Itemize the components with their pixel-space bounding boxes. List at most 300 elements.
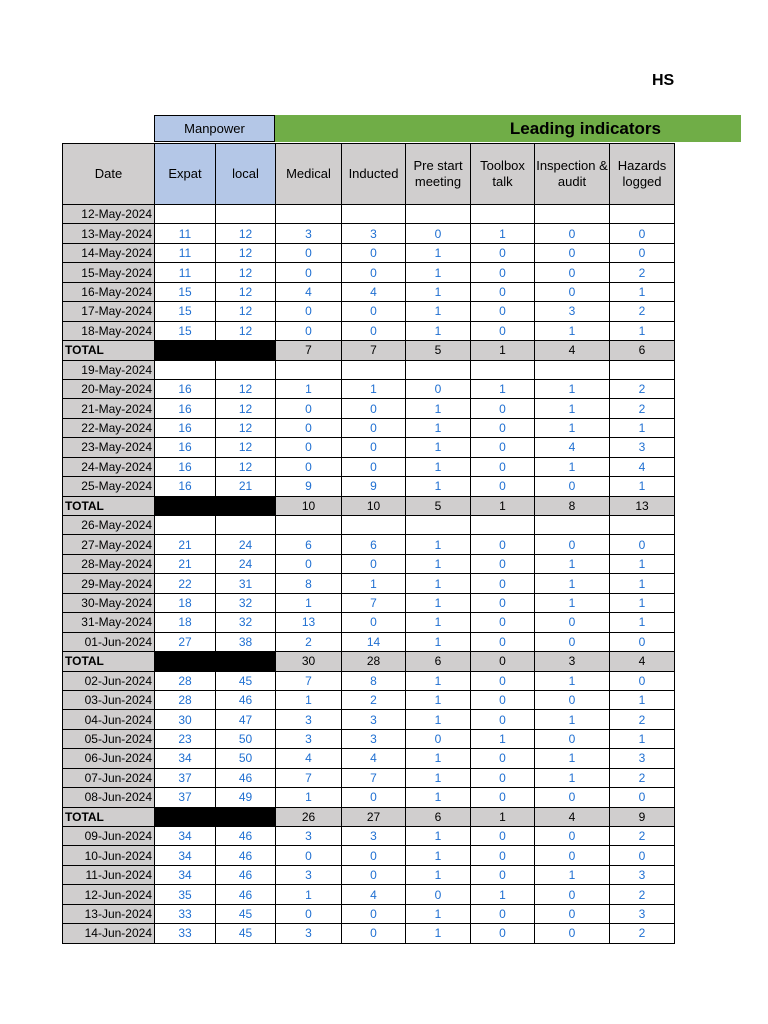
inducted-cell[interactable]: 0 xyxy=(342,399,406,418)
toolbox-talk-cell[interactable]: 0 xyxy=(471,865,535,884)
date-cell[interactable]: 22-May-2024 xyxy=(63,418,155,437)
date-cell[interactable]: 27-May-2024 xyxy=(63,535,155,554)
date-cell[interactable]: 30-May-2024 xyxy=(63,593,155,612)
hazards-logged-cell[interactable]: 13 xyxy=(610,496,675,515)
inducted-cell[interactable]: 27 xyxy=(342,807,406,826)
date-cell[interactable]: 12-May-2024 xyxy=(63,205,155,224)
local-cell[interactable]: 12 xyxy=(216,224,276,243)
local-cell[interactable]: 49 xyxy=(216,788,276,807)
inducted-cell[interactable]: 14 xyxy=(342,632,406,651)
pre-start-meeting-cell[interactable]: 1 xyxy=(406,710,471,729)
local-cell[interactable]: 46 xyxy=(216,865,276,884)
inspection-audit-cell[interactable]: 0 xyxy=(535,827,610,846)
toolbox-talk-cell[interactable] xyxy=(471,516,535,535)
medical-cell[interactable]: 0 xyxy=(276,263,342,282)
pre-start-meeting-cell[interactable]: 1 xyxy=(406,690,471,709)
toolbox-talk-cell[interactable]: 0 xyxy=(471,418,535,437)
expat-cell[interactable]: 16 xyxy=(155,418,216,437)
medical-cell[interactable]: 7 xyxy=(276,341,342,360)
hazards-logged-cell[interactable]: 2 xyxy=(610,924,675,943)
pre-start-meeting-cell[interactable]: 1 xyxy=(406,865,471,884)
inspection-audit-cell[interactable]: 3 xyxy=(535,302,610,321)
inducted-cell[interactable]: 6 xyxy=(342,535,406,554)
date-cell[interactable]: 02-Jun-2024 xyxy=(63,671,155,690)
pre-start-meeting-cell[interactable]: 1 xyxy=(406,438,471,457)
local-cell[interactable]: 12 xyxy=(216,379,276,398)
date-cell[interactable]: 18-May-2024 xyxy=(63,321,155,340)
date-cell[interactable]: 26-May-2024 xyxy=(63,516,155,535)
total-label[interactable]: TOTAL xyxy=(63,341,155,360)
hazards-logged-cell[interactable]: 1 xyxy=(610,477,675,496)
inducted-cell[interactable]: 1 xyxy=(342,574,406,593)
expat-cell[interactable] xyxy=(155,205,216,224)
hazards-logged-cell[interactable]: 1 xyxy=(610,282,675,301)
inspection-audit-cell[interactable]: 0 xyxy=(535,885,610,904)
hazards-logged-cell[interactable]: 2 xyxy=(610,399,675,418)
medical-cell[interactable]: 3 xyxy=(276,729,342,748)
hazards-logged-cell[interactable]: 2 xyxy=(610,768,675,787)
expat-cell[interactable]: 33 xyxy=(155,904,216,923)
date-cell[interactable]: 16-May-2024 xyxy=(63,282,155,301)
hazards-logged-cell[interactable]: 6 xyxy=(610,341,675,360)
date-cell[interactable]: 03-Jun-2024 xyxy=(63,690,155,709)
toolbox-talk-cell[interactable]: 0 xyxy=(471,477,535,496)
medical-cell[interactable] xyxy=(276,360,342,379)
hazards-logged-cell[interactable]: 2 xyxy=(610,827,675,846)
toolbox-talk-cell[interactable]: 0 xyxy=(471,827,535,846)
toolbox-talk-cell[interactable]: 1 xyxy=(471,885,535,904)
inspection-audit-cell[interactable]: 0 xyxy=(535,632,610,651)
inducted-cell[interactable]: 8 xyxy=(342,671,406,690)
expat-cell[interactable]: 34 xyxy=(155,865,216,884)
medical-cell[interactable]: 1 xyxy=(276,690,342,709)
inspection-audit-cell[interactable]: 4 xyxy=(535,341,610,360)
inspection-audit-cell[interactable]: 0 xyxy=(535,904,610,923)
expat-cell[interactable]: 28 xyxy=(155,671,216,690)
medical-cell[interactable]: 0 xyxy=(276,904,342,923)
inducted-cell[interactable]: 1 xyxy=(342,379,406,398)
medical-cell[interactable]: 0 xyxy=(276,554,342,573)
hazards-logged-cell[interactable]: 1 xyxy=(610,729,675,748)
hazards-logged-cell[interactable]: 2 xyxy=(610,710,675,729)
hazards-logged-cell[interactable] xyxy=(610,205,675,224)
inducted-cell[interactable]: 0 xyxy=(342,263,406,282)
hazards-logged-cell[interactable]: 4 xyxy=(610,652,675,671)
local-cell[interactable] xyxy=(216,496,276,515)
inducted-cell[interactable]: 0 xyxy=(342,418,406,437)
medical-cell[interactable]: 1 xyxy=(276,788,342,807)
toolbox-talk-cell[interactable]: 0 xyxy=(471,613,535,632)
inducted-cell[interactable]: 0 xyxy=(342,302,406,321)
toolbox-talk-cell[interactable]: 0 xyxy=(471,574,535,593)
local-cell[interactable]: 31 xyxy=(216,574,276,593)
medical-cell[interactable]: 1 xyxy=(276,379,342,398)
date-cell[interactable]: 29-May-2024 xyxy=(63,574,155,593)
expat-cell[interactable]: 11 xyxy=(155,224,216,243)
pre-start-meeting-cell[interactable]: 0 xyxy=(406,885,471,904)
medical-cell[interactable]: 4 xyxy=(276,282,342,301)
date-cell[interactable]: 06-Jun-2024 xyxy=(63,749,155,768)
pre-start-meeting-cell[interactable]: 1 xyxy=(406,418,471,437)
pre-start-meeting-cell[interactable]: 1 xyxy=(406,788,471,807)
medical-cell[interactable]: 0 xyxy=(276,399,342,418)
local-cell[interactable]: 32 xyxy=(216,593,276,612)
inducted-cell[interactable]: 0 xyxy=(342,243,406,262)
local-cell[interactable]: 21 xyxy=(216,477,276,496)
local-cell[interactable] xyxy=(216,807,276,826)
toolbox-talk-cell[interactable]: 0 xyxy=(471,904,535,923)
expat-cell[interactable]: 34 xyxy=(155,846,216,865)
inducted-cell[interactable] xyxy=(342,205,406,224)
local-cell[interactable]: 38 xyxy=(216,632,276,651)
expat-cell[interactable]: 16 xyxy=(155,477,216,496)
pre-start-meeting-cell[interactable]: 1 xyxy=(406,457,471,476)
hazards-logged-cell[interactable]: 0 xyxy=(610,788,675,807)
expat-cell[interactable]: 15 xyxy=(155,282,216,301)
local-cell[interactable]: 12 xyxy=(216,321,276,340)
toolbox-talk-cell[interactable] xyxy=(471,360,535,379)
expat-cell[interactable]: 33 xyxy=(155,924,216,943)
pre-start-meeting-cell[interactable]: 1 xyxy=(406,749,471,768)
date-cell[interactable]: 19-May-2024 xyxy=(63,360,155,379)
expat-cell[interactable] xyxy=(155,496,216,515)
medical-cell[interactable]: 1 xyxy=(276,593,342,612)
local-cell[interactable]: 45 xyxy=(216,671,276,690)
medical-cell[interactable]: 3 xyxy=(276,924,342,943)
pre-start-meeting-cell[interactable]: 1 xyxy=(406,904,471,923)
medical-cell[interactable]: 13 xyxy=(276,613,342,632)
expat-cell[interactable]: 16 xyxy=(155,457,216,476)
inspection-audit-cell[interactable]: 0 xyxy=(535,477,610,496)
medical-cell[interactable]: 2 xyxy=(276,632,342,651)
hazards-logged-cell[interactable]: 0 xyxy=(610,243,675,262)
expat-cell[interactable] xyxy=(155,516,216,535)
date-cell[interactable]: 17-May-2024 xyxy=(63,302,155,321)
local-cell[interactable]: 46 xyxy=(216,690,276,709)
expat-cell[interactable]: 21 xyxy=(155,535,216,554)
pre-start-meeting-cell[interactable]: 6 xyxy=(406,807,471,826)
toolbox-talk-cell[interactable]: 0 xyxy=(471,282,535,301)
hazards-logged-cell[interactable]: 3 xyxy=(610,438,675,457)
inducted-cell[interactable]: 0 xyxy=(342,924,406,943)
expat-cell[interactable]: 30 xyxy=(155,710,216,729)
local-cell[interactable]: 46 xyxy=(216,885,276,904)
expat-cell[interactable]: 11 xyxy=(155,263,216,282)
medical-cell[interactable]: 0 xyxy=(276,846,342,865)
pre-start-meeting-cell[interactable]: 1 xyxy=(406,768,471,787)
expat-cell[interactable]: 16 xyxy=(155,379,216,398)
local-cell[interactable]: 12 xyxy=(216,243,276,262)
medical-cell[interactable] xyxy=(276,516,342,535)
pre-start-meeting-cell[interactable]: 6 xyxy=(406,652,471,671)
toolbox-talk-cell[interactable]: 0 xyxy=(471,924,535,943)
local-cell[interactable]: 45 xyxy=(216,924,276,943)
medical-cell[interactable]: 9 xyxy=(276,477,342,496)
inspection-audit-cell[interactable]: 1 xyxy=(535,574,610,593)
local-cell[interactable] xyxy=(216,516,276,535)
inducted-cell[interactable]: 0 xyxy=(342,846,406,865)
date-cell[interactable]: 07-Jun-2024 xyxy=(63,768,155,787)
date-cell[interactable]: 01-Jun-2024 xyxy=(63,632,155,651)
local-cell[interactable]: 24 xyxy=(216,554,276,573)
toolbox-talk-cell[interactable]: 0 xyxy=(471,457,535,476)
hazards-logged-cell[interactable]: 0 xyxy=(610,535,675,554)
expat-cell[interactable]: 21 xyxy=(155,554,216,573)
expat-cell[interactable] xyxy=(155,360,216,379)
medical-cell[interactable]: 8 xyxy=(276,574,342,593)
pre-start-meeting-cell[interactable] xyxy=(406,205,471,224)
medical-cell[interactable]: 3 xyxy=(276,827,342,846)
local-cell[interactable]: 47 xyxy=(216,710,276,729)
hazards-logged-cell[interactable]: 1 xyxy=(610,418,675,437)
expat-cell[interactable]: 34 xyxy=(155,749,216,768)
inspection-audit-cell[interactable]: 0 xyxy=(535,263,610,282)
inspection-audit-cell[interactable]: 1 xyxy=(535,457,610,476)
pre-start-meeting-cell[interactable]: 1 xyxy=(406,263,471,282)
inspection-audit-cell[interactable]: 1 xyxy=(535,749,610,768)
toolbox-talk-cell[interactable]: 0 xyxy=(471,438,535,457)
toolbox-talk-cell[interactable]: 1 xyxy=(471,224,535,243)
toolbox-talk-cell[interactable]: 0 xyxy=(471,554,535,573)
local-cell[interactable] xyxy=(216,652,276,671)
medical-cell[interactable]: 0 xyxy=(276,457,342,476)
inducted-cell[interactable]: 3 xyxy=(342,224,406,243)
inspection-audit-cell[interactable]: 0 xyxy=(535,535,610,554)
local-cell[interactable] xyxy=(216,360,276,379)
toolbox-talk-cell[interactable]: 1 xyxy=(471,729,535,748)
expat-cell[interactable] xyxy=(155,807,216,826)
medical-cell[interactable]: 3 xyxy=(276,865,342,884)
hazards-logged-cell[interactable]: 1 xyxy=(610,690,675,709)
toolbox-talk-cell[interactable]: 0 xyxy=(471,243,535,262)
inducted-cell[interactable]: 0 xyxy=(342,321,406,340)
inducted-cell[interactable]: 0 xyxy=(342,438,406,457)
local-cell[interactable]: 50 xyxy=(216,729,276,748)
inspection-audit-cell[interactable]: 3 xyxy=(535,652,610,671)
local-cell[interactable]: 46 xyxy=(216,768,276,787)
inspection-audit-cell[interactable]: 0 xyxy=(535,729,610,748)
pre-start-meeting-cell[interactable]: 5 xyxy=(406,496,471,515)
pre-start-meeting-cell[interactable]: 1 xyxy=(406,282,471,301)
date-cell[interactable]: 11-Jun-2024 xyxy=(63,865,155,884)
pre-start-meeting-cell[interactable]: 1 xyxy=(406,399,471,418)
inducted-cell[interactable] xyxy=(342,516,406,535)
expat-cell[interactable]: 23 xyxy=(155,729,216,748)
local-cell[interactable]: 12 xyxy=(216,399,276,418)
medical-cell[interactable]: 10 xyxy=(276,496,342,515)
pre-start-meeting-cell[interactable]: 1 xyxy=(406,827,471,846)
medical-cell[interactable]: 3 xyxy=(276,710,342,729)
expat-cell[interactable]: 28 xyxy=(155,690,216,709)
date-cell[interactable]: 13-Jun-2024 xyxy=(63,904,155,923)
pre-start-meeting-cell[interactable]: 1 xyxy=(406,632,471,651)
pre-start-meeting-cell[interactable]: 1 xyxy=(406,243,471,262)
inspection-audit-cell[interactable]: 0 xyxy=(535,224,610,243)
medical-cell[interactable]: 3 xyxy=(276,224,342,243)
toolbox-talk-cell[interactable]: 0 xyxy=(471,690,535,709)
inspection-audit-cell[interactable]: 1 xyxy=(535,418,610,437)
inspection-audit-cell[interactable]: 0 xyxy=(535,690,610,709)
inducted-cell[interactable]: 0 xyxy=(342,788,406,807)
date-cell[interactable]: 28-May-2024 xyxy=(63,554,155,573)
date-cell[interactable]: 14-May-2024 xyxy=(63,243,155,262)
inducted-cell[interactable]: 0 xyxy=(342,554,406,573)
toolbox-talk-cell[interactable]: 0 xyxy=(471,593,535,612)
inducted-cell[interactable]: 0 xyxy=(342,865,406,884)
toolbox-talk-cell[interactable]: 0 xyxy=(471,632,535,651)
pre-start-meeting-cell[interactable]: 1 xyxy=(406,477,471,496)
hazards-logged-cell[interactable]: 3 xyxy=(610,904,675,923)
date-cell[interactable]: 23-May-2024 xyxy=(63,438,155,457)
toolbox-talk-cell[interactable]: 0 xyxy=(471,671,535,690)
inducted-cell[interactable]: 2 xyxy=(342,690,406,709)
hazards-logged-cell[interactable]: 4 xyxy=(610,457,675,476)
medical-cell[interactable]: 26 xyxy=(276,807,342,826)
toolbox-talk-cell[interactable]: 0 xyxy=(471,710,535,729)
date-cell[interactable]: 21-May-2024 xyxy=(63,399,155,418)
pre-start-meeting-cell[interactable]: 0 xyxy=(406,729,471,748)
pre-start-meeting-cell[interactable]: 1 xyxy=(406,535,471,554)
inducted-cell[interactable]: 3 xyxy=(342,827,406,846)
local-cell[interactable]: 50 xyxy=(216,749,276,768)
hazards-logged-cell[interactable]: 1 xyxy=(610,321,675,340)
inspection-audit-cell[interactable]: 1 xyxy=(535,768,610,787)
toolbox-talk-cell[interactable]: 0 xyxy=(471,652,535,671)
expat-cell[interactable]: 16 xyxy=(155,399,216,418)
date-cell[interactable]: 09-Jun-2024 xyxy=(63,827,155,846)
local-cell[interactable]: 32 xyxy=(216,613,276,632)
hazards-logged-cell[interactable]: 0 xyxy=(610,224,675,243)
inducted-cell[interactable] xyxy=(342,360,406,379)
toolbox-talk-cell[interactable]: 1 xyxy=(471,496,535,515)
inducted-cell[interactable]: 0 xyxy=(342,904,406,923)
hazards-logged-cell[interactable] xyxy=(610,360,675,379)
inspection-audit-cell[interactable]: 0 xyxy=(535,243,610,262)
hazards-logged-cell[interactable]: 3 xyxy=(610,749,675,768)
local-cell[interactable]: 24 xyxy=(216,535,276,554)
total-label[interactable]: TOTAL xyxy=(63,652,155,671)
date-cell[interactable]: 20-May-2024 xyxy=(63,379,155,398)
toolbox-talk-cell[interactable]: 1 xyxy=(471,807,535,826)
pre-start-meeting-cell[interactable]: 1 xyxy=(406,554,471,573)
pre-start-meeting-cell[interactable]: 1 xyxy=(406,302,471,321)
toolbox-talk-cell[interactable]: 0 xyxy=(471,321,535,340)
expat-cell[interactable]: 22 xyxy=(155,574,216,593)
medical-cell[interactable]: 4 xyxy=(276,749,342,768)
total-label[interactable]: TOTAL xyxy=(63,496,155,515)
expat-cell[interactable]: 37 xyxy=(155,768,216,787)
local-cell[interactable]: 12 xyxy=(216,282,276,301)
hazards-logged-cell[interactable]: 2 xyxy=(610,302,675,321)
inspection-audit-cell[interactable]: 1 xyxy=(535,710,610,729)
medical-cell[interactable] xyxy=(276,205,342,224)
date-cell[interactable]: 12-Jun-2024 xyxy=(63,885,155,904)
inducted-cell[interactable]: 0 xyxy=(342,613,406,632)
expat-cell[interactable]: 35 xyxy=(155,885,216,904)
date-cell[interactable]: 31-May-2024 xyxy=(63,613,155,632)
medical-cell[interactable]: 0 xyxy=(276,438,342,457)
inspection-audit-cell[interactable]: 8 xyxy=(535,496,610,515)
hazards-logged-cell[interactable] xyxy=(610,516,675,535)
pre-start-meeting-cell[interactable]: 1 xyxy=(406,574,471,593)
expat-cell[interactable]: 34 xyxy=(155,827,216,846)
pre-start-meeting-cell[interactable]: 0 xyxy=(406,379,471,398)
inspection-audit-cell[interactable] xyxy=(535,516,610,535)
medical-cell[interactable]: 0 xyxy=(276,321,342,340)
expat-cell[interactable] xyxy=(155,341,216,360)
hazards-logged-cell[interactable]: 0 xyxy=(610,671,675,690)
medical-cell[interactable]: 7 xyxy=(276,768,342,787)
expat-cell[interactable]: 15 xyxy=(155,321,216,340)
toolbox-talk-cell[interactable]: 0 xyxy=(471,788,535,807)
inducted-cell[interactable]: 0 xyxy=(342,457,406,476)
inspection-audit-cell[interactable]: 1 xyxy=(535,554,610,573)
pre-start-meeting-cell[interactable] xyxy=(406,360,471,379)
hazards-logged-cell[interactable]: 0 xyxy=(610,632,675,651)
medical-cell[interactable]: 0 xyxy=(276,243,342,262)
local-cell[interactable]: 46 xyxy=(216,827,276,846)
hazards-logged-cell[interactable]: 3 xyxy=(610,865,675,884)
inspection-audit-cell[interactable]: 1 xyxy=(535,671,610,690)
pre-start-meeting-cell[interactable]: 1 xyxy=(406,671,471,690)
date-cell[interactable]: 25-May-2024 xyxy=(63,477,155,496)
medical-cell[interactable]: 30 xyxy=(276,652,342,671)
toolbox-talk-cell[interactable]: 0 xyxy=(471,749,535,768)
local-cell[interactable] xyxy=(216,341,276,360)
inspection-audit-cell[interactable]: 1 xyxy=(535,379,610,398)
local-cell[interactable]: 12 xyxy=(216,457,276,476)
inspection-audit-cell[interactable]: 1 xyxy=(535,865,610,884)
local-cell[interactable]: 46 xyxy=(216,846,276,865)
pre-start-meeting-cell[interactable]: 1 xyxy=(406,846,471,865)
expat-cell[interactable]: 18 xyxy=(155,613,216,632)
inspection-audit-cell[interactable]: 0 xyxy=(535,282,610,301)
hazards-logged-cell[interactable]: 2 xyxy=(610,885,675,904)
hazards-logged-cell[interactable]: 0 xyxy=(610,846,675,865)
inducted-cell[interactable]: 7 xyxy=(342,341,406,360)
medical-cell[interactable]: 1 xyxy=(276,885,342,904)
date-cell[interactable]: 24-May-2024 xyxy=(63,457,155,476)
pre-start-meeting-cell[interactable]: 1 xyxy=(406,593,471,612)
inspection-audit-cell[interactable] xyxy=(535,205,610,224)
toolbox-talk-cell[interactable]: 1 xyxy=(471,341,535,360)
date-cell[interactable]: 10-Jun-2024 xyxy=(63,846,155,865)
pre-start-meeting-cell[interactable]: 5 xyxy=(406,341,471,360)
hazards-logged-cell[interactable]: 2 xyxy=(610,379,675,398)
pre-start-meeting-cell[interactable]: 1 xyxy=(406,924,471,943)
expat-cell[interactable]: 16 xyxy=(155,438,216,457)
local-cell[interactable]: 12 xyxy=(216,263,276,282)
date-cell[interactable]: 08-Jun-2024 xyxy=(63,788,155,807)
local-cell[interactable]: 12 xyxy=(216,418,276,437)
inspection-audit-cell[interactable]: 1 xyxy=(535,399,610,418)
expat-cell[interactable]: 27 xyxy=(155,632,216,651)
inspection-audit-cell[interactable]: 1 xyxy=(535,321,610,340)
hazards-logged-cell[interactable]: 1 xyxy=(610,593,675,612)
medical-cell[interactable]: 6 xyxy=(276,535,342,554)
inducted-cell[interactable]: 7 xyxy=(342,593,406,612)
inspection-audit-cell[interactable] xyxy=(535,360,610,379)
medical-cell[interactable]: 0 xyxy=(276,418,342,437)
toolbox-talk-cell[interactable] xyxy=(471,205,535,224)
inducted-cell[interactable]: 4 xyxy=(342,282,406,301)
expat-cell[interactable] xyxy=(155,652,216,671)
pre-start-meeting-cell[interactable] xyxy=(406,516,471,535)
date-cell[interactable]: 04-Jun-2024 xyxy=(63,710,155,729)
inspection-audit-cell[interactable]: 0 xyxy=(535,788,610,807)
inducted-cell[interactable]: 4 xyxy=(342,885,406,904)
inducted-cell[interactable]: 3 xyxy=(342,710,406,729)
